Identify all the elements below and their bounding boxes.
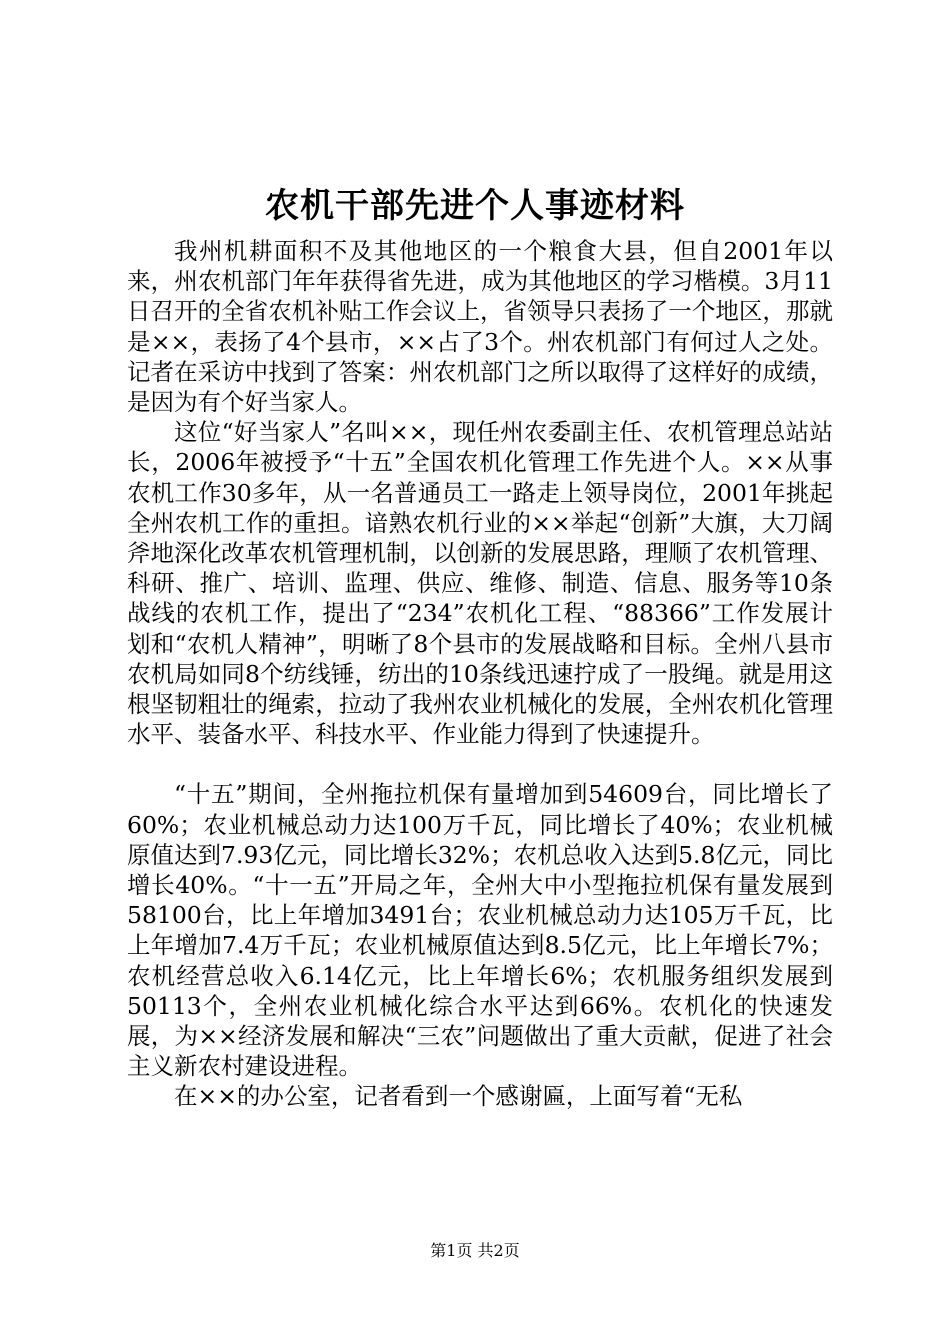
paragraph: 我州机耕面积不及其他地区的一个粮食大县，但自2001年以来，州农机部门年年获得省先进，成为其他地区的学习楷模。3月11日召开的全省农机补贴工作会议上，省领导只表扬了一个地区，那就是××，表扬了4个县市，××占了3个。州农机部门有何过人之处。记者在采访中找到了答案：州农机部门之所以取得了这样好的成绩，是因为有个好当家人。 [127,237,833,417]
document-title: 农机干部先进个人事迹材料 [265,186,685,226]
paragraph: 这位“好当家人”名叫××，现任州农委副主任、农机管理总站站长，2006年被授予“十五”全国农机化管理工作先进个人。××从事农机工作30多年，从一名普通员工一路走上领导岗位，2001年挑起全州农机工作的重担。谙熟农机行业的××举起“创新”大旗，大刀阔斧地深化改革农机管理机制，以创新的发展思路，理顺了农机管理、科研、推广、培训、监理、供应、维修、制造、信息、服务等10条战线的农机工作，提出了“234”农机化工程、“88366”工作发展计划和“农机人精神”，明晰了8个县市的发展战略和目标。全州八县市农机局如同8个纺线锤，纺出的10条线迅速拧成了一股绳。就是用这根坚韧粗壮的绳索，拉动了我州农业机械化的发展，全州农机化管理水平、装备水平、科技水平、作业能力得到了快速提升。 [127,418,833,749]
paragraph: 在××的办公室，记者看到一个感谢匾，上面写着“无私 [174,1082,743,1111]
document-body [127,236,833,1112]
paragraph: “十五”期间，全州拖拉机保有量增加到54609台，同比增长了60%；农业机械总动力达100万千瓦，同比增长了40%；农业机械原值达到7.93亿元，同比增长32%；农机总收入达到5.8亿元，同比增长40%。“十一五”开局之年，全州大中小型拖拉机保有量发展到58100台，比上年增加3491台；农业机械总动力达105万千瓦，比上年增加7.4万千瓦；农业机械原值达到8.5亿元，比上年增长7%；农机经营总收入6.14亿元，比上年增长6%；农机服务组织发展到50113个，全州农业机械化综合水平达到66%。农机化的快速发展，为××经济发展和解决“三农”问题做出了重大贡献，促进了社会主义新农村建设进程。 [127,780,833,1081]
page-footer: 第1页 共2页 [430,1241,520,1260]
